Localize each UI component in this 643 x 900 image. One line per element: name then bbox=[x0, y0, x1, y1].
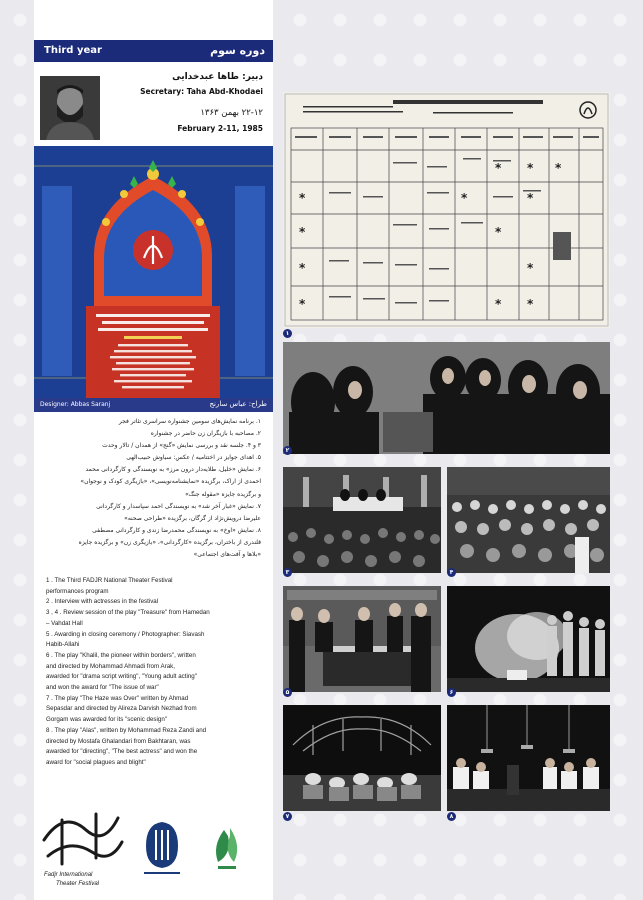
designer-fa: طراح: عباس سارنج bbox=[209, 400, 267, 408]
caption-en-line: awarded for "drama script writing", "Young adult acting" bbox=[46, 673, 197, 681]
caption-fa-line: ۶. نمایش «خلیل، طلایه‌دار درون مرز» به نویسندگی و کارگردانی محمد bbox=[85, 466, 261, 474]
photo-number-7: ۷ bbox=[283, 812, 292, 821]
photo-8-play-alas bbox=[447, 705, 610, 811]
photo-number-4: ۴ bbox=[447, 568, 456, 577]
caption-fa-line: علیرضا درویش‌نژاد از گرگان، برگزیده «طراحی صحنه» bbox=[124, 514, 261, 522]
svg-text:*: * bbox=[299, 261, 306, 275]
caption-fa-line: قلندری از باختران، برگزیده «کارگردانی»، «بازیگری زن» و برگزیده جایزه bbox=[78, 538, 261, 546]
svg-text:*: * bbox=[555, 161, 562, 175]
secretary-name-fa: دبیر: طاها عبدخدایی bbox=[172, 72, 263, 82]
caption-en-line: award for "social plagues and blight" bbox=[46, 758, 146, 766]
svg-text:*: * bbox=[299, 191, 306, 205]
caption-en-line: performances program bbox=[46, 587, 109, 595]
caption-en-line: 3 , 4 . Review session of the play "Treasure" from Hamedan bbox=[46, 609, 210, 617]
svg-text:*: * bbox=[299, 297, 306, 311]
fadjr-festival-logo bbox=[44, 814, 122, 864]
caption-fa-line: «بلاها و آفت‌های اجتماعی» bbox=[193, 551, 261, 559]
designer-en: Designer: Abbas Saranj bbox=[40, 401, 111, 408]
photo-number-2: ۲ bbox=[283, 446, 292, 455]
year-bar bbox=[34, 40, 273, 62]
caption-fa-line: و برگزیده جایزه «مقوله جنگ» bbox=[185, 490, 261, 498]
festival-dates-fa: ۲۲-۱۲ بهمن ۱۳۶۳ bbox=[200, 108, 263, 118]
caption-en-line: Habib-Allahi bbox=[46, 641, 80, 649]
caption-en-line: Gorgam was awarded for its "scenic design" bbox=[46, 716, 167, 724]
svg-text:*: * bbox=[495, 161, 502, 175]
caption-en-line: directed by Mostafa Ghalandari from Bakhtaran, was bbox=[46, 737, 191, 745]
svg-text:*: * bbox=[461, 191, 468, 205]
caption-fa-line: ۳ و ۴. جلسه نقد و بررسی نمایش «گنج» از همدان / تالار وحدت bbox=[102, 442, 261, 450]
svg-text:*: * bbox=[495, 297, 502, 311]
caption-en-line: awarded for "directing", "The best actress" and won the bbox=[46, 748, 198, 756]
blue-emblem-logo bbox=[144, 822, 180, 874]
festival-poster bbox=[34, 146, 273, 398]
caption-fa-line: ۷. نمایش «غبار آخر شد» به نویسندگی احمد سپاسدار و کارگردانی bbox=[96, 502, 261, 510]
svg-text:*: * bbox=[527, 261, 534, 275]
photo-3-review-session bbox=[283, 467, 441, 573]
caption-en-line: 8 . The play "Alas", written by Mohammad Reza Zandi and bbox=[46, 726, 207, 734]
festival-dates-en: February 2-11, 1985 bbox=[177, 124, 263, 133]
fadjr-logo-text-2: Theater Festival bbox=[56, 881, 100, 887]
svg-text:*: * bbox=[527, 297, 534, 311]
caption-en-line: – Vahdat Hall bbox=[46, 619, 83, 627]
caption-en-line: 5 . Awarding in closing ceremony / Photographer: Siavash bbox=[46, 630, 205, 638]
caption-en-line: and directed by Mohammad Ahmadi from Arak, bbox=[46, 662, 175, 670]
photo-2-actresses-interview bbox=[283, 342, 610, 454]
secretary-name-en: Secretary: Taha Abd-Khodaei bbox=[140, 87, 263, 96]
caption-fa-line: ۲. مصاحبه با بازیگران زن حاضر در جشنواره bbox=[150, 430, 261, 438]
caption-fa-line: ۱. برنامه نمایش‌های سومین جشنواره سراسری تئاتر فجر bbox=[118, 418, 261, 425]
caption-en-line: 2 . Interview with actresses in the festival bbox=[46, 598, 159, 606]
svg-text:*: * bbox=[495, 225, 502, 239]
caption-en-line: 1 . The Third FADJR National Theater Festival bbox=[46, 577, 173, 584]
photo-1-program-table bbox=[283, 92, 610, 328]
svg-text:*: * bbox=[299, 225, 306, 239]
photo-4-review-audience bbox=[447, 467, 610, 573]
photo-number-8: ۸ bbox=[447, 812, 456, 821]
photo-number-1: ۱ bbox=[283, 329, 292, 338]
svg-text:*: * bbox=[527, 161, 534, 175]
caption-en-line: Sepasdar and directed by Alireza Darvish Nezhad from bbox=[46, 705, 197, 713]
photo-7-play-haze bbox=[283, 705, 441, 811]
caption-fa-line: ۵. اهدای جوایز در اختتامیه / عکس: سیاوش حبیب‌الهی bbox=[126, 454, 261, 462]
green-leaf-logo bbox=[216, 828, 237, 869]
captions-fa bbox=[45, 416, 261, 561]
caption-fa-line: احمدی از اراک، برگزیده «نمایشنامه‌نویسی»، «بازیگری کودک و نوجوان» bbox=[80, 478, 261, 486]
secretary-portrait bbox=[40, 76, 100, 140]
info-column bbox=[34, 0, 273, 900]
logo-row bbox=[34, 800, 273, 890]
svg-text:*: * bbox=[527, 191, 534, 205]
caption-en-line: and won the award for "The issue of war" bbox=[46, 684, 159, 692]
designer-bar bbox=[34, 398, 273, 412]
caption-en-line: 6 . The play "Khalil, the pioneer within borders", written bbox=[46, 651, 196, 659]
photo-6-play-khalil bbox=[447, 586, 610, 692]
photo-number-3: ۳ bbox=[283, 568, 292, 577]
caption-en-line: 7 . The play "The Haze was Over" written by Ahmad bbox=[46, 694, 189, 702]
captions-en bbox=[46, 576, 262, 769]
photo-5-awarding-ceremony bbox=[283, 586, 441, 692]
photo-number-5: ۵ bbox=[283, 688, 292, 697]
year-title-en: Third year bbox=[44, 45, 102, 56]
photo-number-6: ۶ bbox=[447, 688, 456, 697]
year-title-fa: دوره سوم bbox=[210, 44, 265, 57]
caption-fa-line: ۸. نمایش «اوخ» به نویسندگی محمدرضا زندی و کارگردانی مصطفی bbox=[92, 526, 261, 534]
fadjr-logo-text-1: Fadjr International bbox=[44, 872, 93, 878]
